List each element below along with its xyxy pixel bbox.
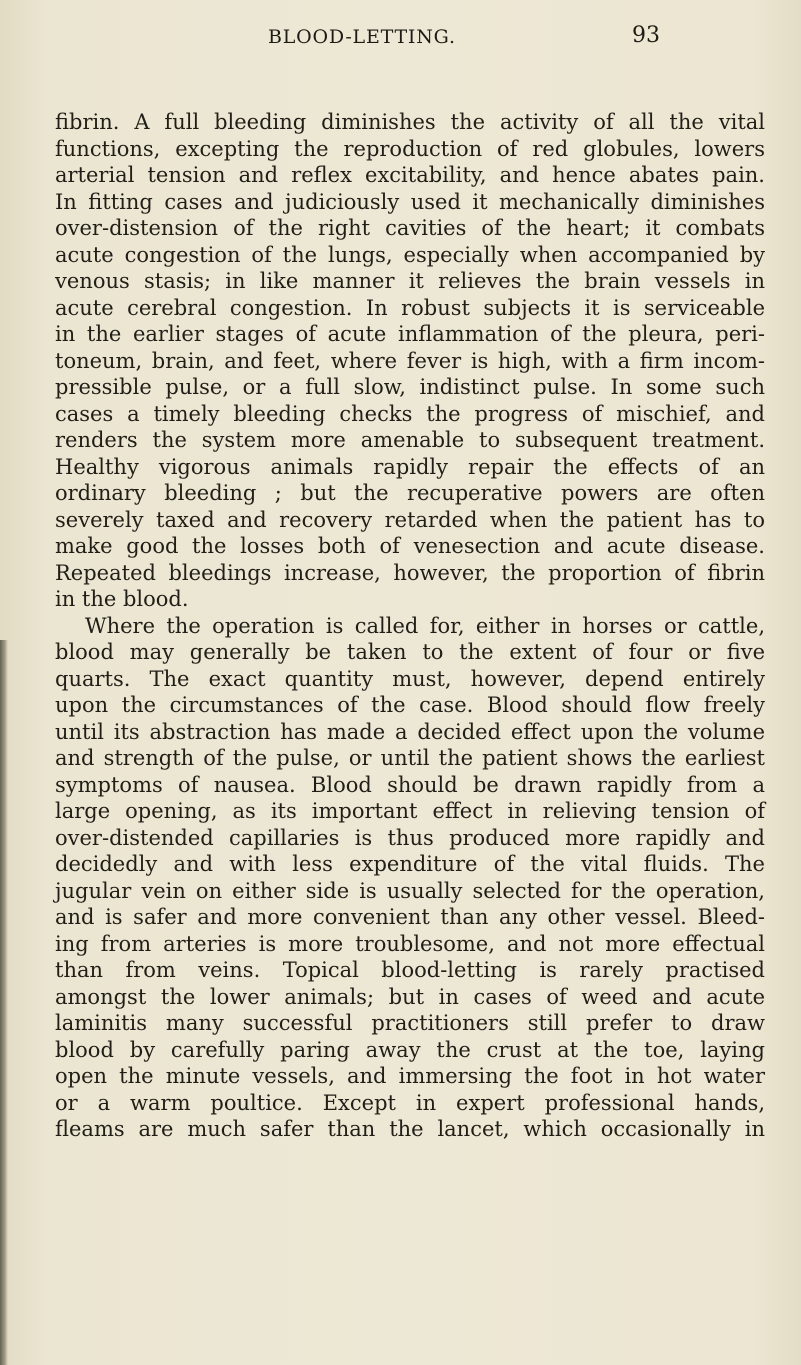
text-line: over-distended capillaries is thus produced more rapidly and (55, 825, 765, 850)
text-line: amongst the lower animals; but in cases of weed and acute (55, 984, 765, 1009)
paragraph-1 (55, 109, 775, 613)
text-line: cases a timely bleeding checks the progress of mischief, and (55, 401, 765, 426)
paragraph-2 (55, 613, 775, 1143)
text-line: venous stasis; in like manner it relieves the brain vessels in (55, 269, 765, 293)
text-line: jugular vein on either side is usually selected for the operation, (55, 878, 765, 903)
text-line: and strength of the pulse, or until the patient shows the earliest (55, 746, 765, 770)
text-line: laminitis many successful practitioners still prefer to draw (55, 1011, 765, 1035)
text-line: over-distension of the right cavities of the heart; it combats (55, 216, 765, 240)
text-line: severely taxed and recovery retarded when the patient has to (55, 507, 765, 532)
text-line: acute congestion of the lungs, especially when accompanied by (55, 242, 765, 267)
text-line: symptoms of nausea. Blood should be drawn rapidly from a (55, 772, 765, 797)
text-line: ing from arteries is more troublesome, and not more effectual (55, 931, 765, 956)
text-line: decidedly and with less expenditure of the vital fluids. The (55, 852, 765, 876)
text-line: upon the circumstances of the case. Blood should flow freely (55, 693, 765, 717)
text-line: fibrin. A full bleeding diminishes the activity of all the vital (55, 110, 765, 134)
text-line: blood may generally be taken to the extent of four or five (55, 640, 765, 664)
text-line: or a warm poultice. Except in expert professional hands, (55, 1090, 765, 1115)
page-shadow-edge (0, 640, 8, 1365)
text-line: open the minute vessels, and immersing the foot in hot water (55, 1064, 765, 1088)
text-line: acute cerebral congestion. In robust subjects it is serviceable (55, 295, 765, 320)
running-head: BLOOD-LETTING. (268, 26, 456, 48)
page-header (0, 20, 801, 60)
text-line: arterial tension and reflex excitability, and hence abates pain. (55, 163, 765, 187)
text-line: large opening, as its important effect in relieving tension of (55, 799, 765, 823)
text-line: pressible pulse, or a full slow, indistinct pulse. In some such (55, 375, 765, 399)
text-line: blood by carefully paring away the crust at the toe, laying (55, 1037, 765, 1062)
text-line: and is safer and more convenient than any other vessel. Bleed- (55, 905, 765, 929)
text-line: in the blood. (55, 587, 189, 611)
text-line: until its abstraction has made a decided effect upon the volume (55, 719, 765, 744)
body-text (55, 109, 775, 1143)
text-line: Repeated bleedings increase, however, the proportion of fibrin (55, 560, 765, 585)
text-line: In fitting cases and judiciously used it mechanically diminishes (55, 189, 765, 214)
text-line: Where the operation is called for, either in horses or cattle, (85, 613, 765, 638)
text-line: ordinary bleeding ; but the recuperative powers are often (55, 481, 765, 505)
text-line: Healthy vigorous animals rapidly repair the effects of an (55, 454, 765, 479)
text-line: than from veins. Topical blood-letting is rarely practised (55, 958, 765, 982)
text-line: renders the system more amenable to subsequent treatment. (55, 428, 765, 452)
text-line: in the earlier stages of acute inflammation of the pleura, peri- (55, 322, 765, 346)
text-line: functions, excepting the reproduction of red globules, lowers (55, 136, 765, 161)
text-line: fleams are much safer than the lancet, which occasionally in (55, 1117, 765, 1141)
page-number: 93 (632, 23, 660, 48)
text-line: quarts. The exact quantity must, however, depend entirely (55, 666, 765, 691)
text-line: make good the losses both of venesection and acute disease. (55, 534, 765, 558)
text-line: toneum, brain, and feet, where fever is high, with a firm incom- (55, 348, 765, 373)
